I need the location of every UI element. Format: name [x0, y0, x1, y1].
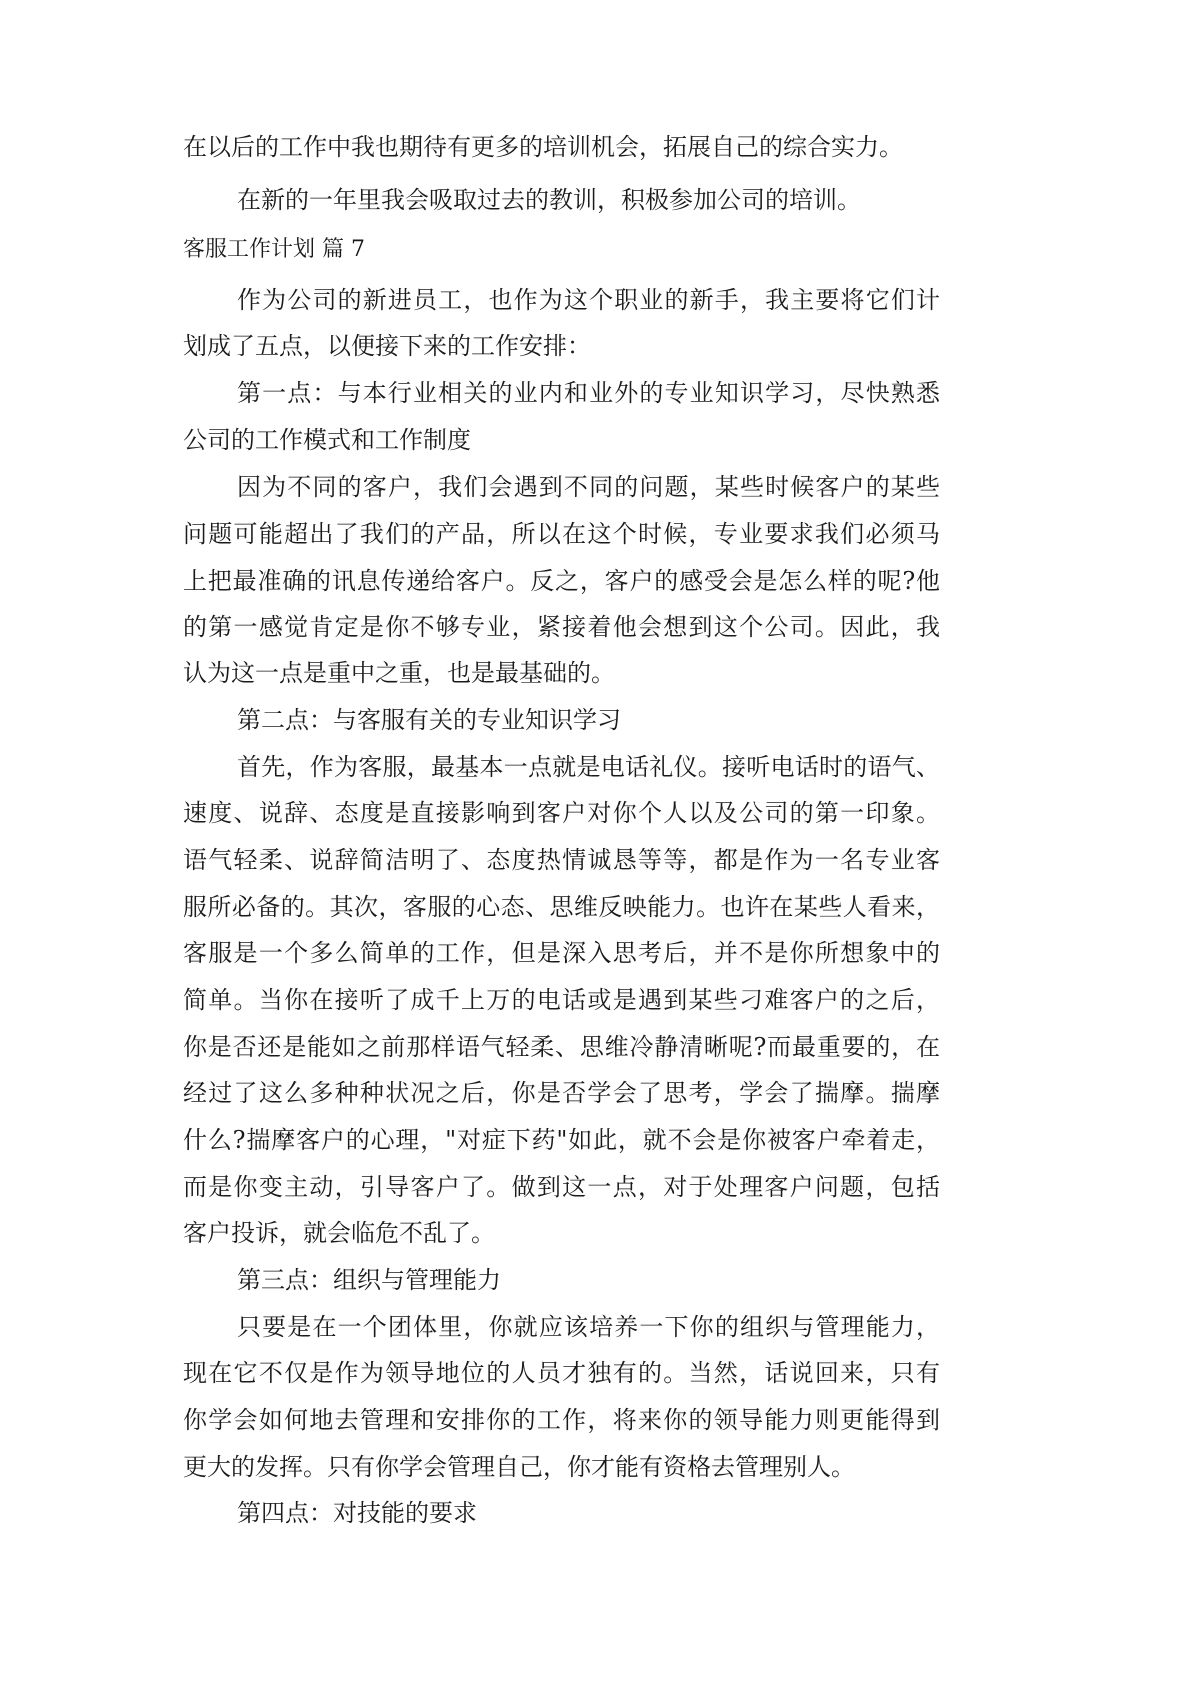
paragraph-line: 第三点：组织与管理能力 [237, 1266, 501, 1294]
paragraph-line: 第一点：与本行业相关的业内和业外的专业知识学习，尽快熟悉 [237, 379, 940, 407]
paragraph-line: 只要是在一个团体里，你就应该培养一下你的组织与管理能力， [237, 1313, 940, 1341]
paragraph-line: 简单。当你在接听了成千上万的电话或是遇到某些刁难客户的之后， [183, 986, 940, 1014]
paragraph-line: 经过了这么多种种状况之后，你是否学会了思考，学会了揣摩。揣摩 [183, 1079, 940, 1107]
paragraph-line: 公司的工作模式和工作制度 [183, 426, 471, 454]
paragraph-line: 而是你变主动，引导客户了。做到这一点，对于处理客户问题，包括 [183, 1173, 940, 1201]
paragraph-line: 速度、说辞、态度是直接影响到客户对你个人以及公司的第一印象。 [183, 799, 940, 827]
paragraph-line: 在新的一年里我会吸取过去的教训，积极参加公司的培训。 [237, 186, 861, 214]
paragraph-line: 首先，作为客服，最基本一点就是电话礼仪。接听电话时的语气、 [237, 753, 940, 781]
paragraph-line: 问题可能超出了我们的产品，所以在这个时候，专业要求我们必须马 [183, 520, 940, 548]
paragraph-line: 更大的发挥。只有你学会管理自己，你才能有资格去管理别人。 [183, 1453, 855, 1481]
paragraph-line: 服所必备的。其次，客服的心态、思维反映能力。也许在某些人看来， [183, 893, 940, 921]
paragraph-line: 上把最准确的讯息传递给客户。反之，客户的感受会是怎么样的呢?他 [183, 567, 940, 595]
paragraph-line: 现在它不仅是作为领导地位的人员才独有的。当然，话说回来，只有 [183, 1359, 940, 1387]
section-heading: 客服工作计划 篇 7 [183, 237, 365, 262]
paragraph-line: 客户投诉，就会临危不乱了。 [183, 1219, 495, 1247]
paragraph-line: 作为公司的新进员工，也作为这个职业的新手，我主要将它们计 [237, 286, 940, 314]
paragraph-line: 什么?揣摩客户的心理，"对症下药"如此，就不会是你被客户牵着走， [183, 1126, 940, 1154]
paragraph-line: 你学会如何地去管理和安排你的工作，将来你的领导能力则更能得到 [183, 1406, 940, 1434]
paragraph-line: 划成了五点，以便接下来的工作安排： [183, 332, 591, 360]
paragraph-line: 的第一感觉肯定是你不够专业，紧接着他会想到这个公司。因此，我 [183, 613, 940, 641]
paragraph-line: 在以后的工作中我也期待有更多的培训机会，拓展自己的综合实力。 [183, 133, 903, 161]
paragraph-line: 第四点：对技能的要求 [237, 1499, 477, 1527]
paragraph-line: 客服是一个多么简单的工作，但是深入思考后，并不是你所想象中的 [183, 939, 940, 967]
paragraph-line: 第二点：与客服有关的专业知识学习 [237, 706, 621, 734]
paragraph-line: 语气轻柔、说辞简洁明了、态度热情诚恳等等，都是作为一名专业客 [183, 846, 940, 874]
paragraph-line: 因为不同的客户，我们会遇到不同的问题，某些时候客户的某些 [237, 473, 940, 501]
paragraph-line: 认为这一点是重中之重，也是最基础的。 [183, 659, 615, 687]
paragraph-line: 你是否还是能如之前那样语气轻柔、思维冷静清晰呢?而最重要的，在 [183, 1033, 940, 1061]
